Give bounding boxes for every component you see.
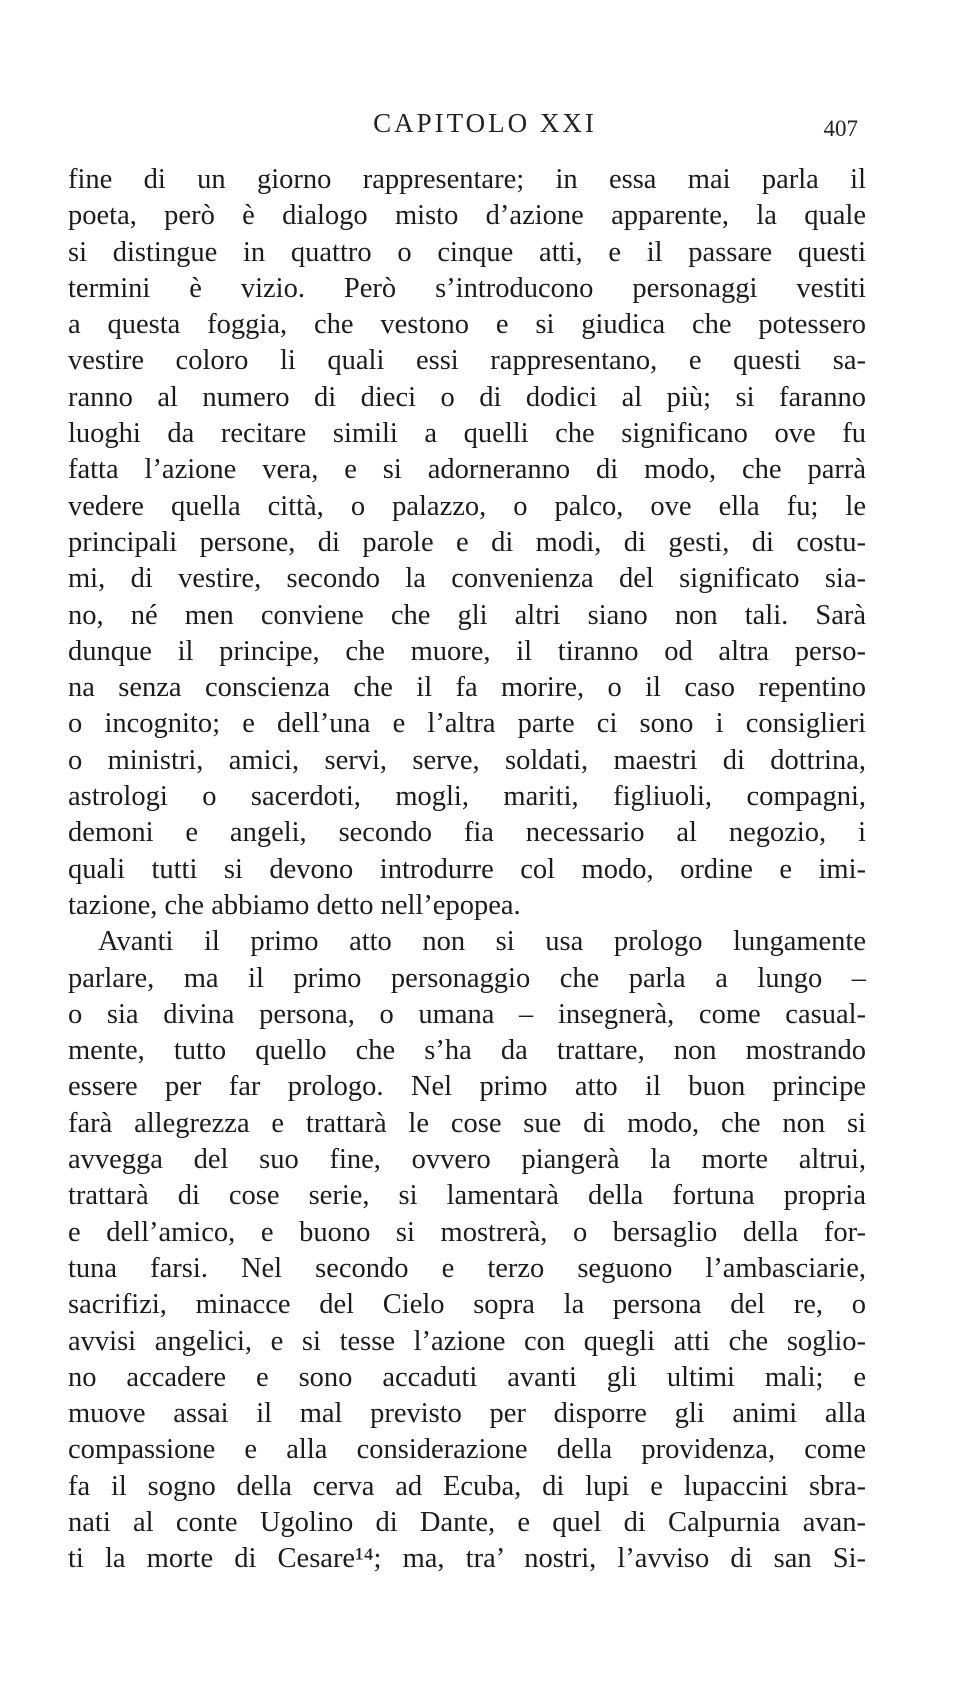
text-line: parlare, ma il primo personaggio che parla a lungo – [68, 962, 866, 994]
text-line: farà allegrezza e trattarà le cose sue di modo, che non si [68, 1107, 866, 1139]
text-line: Avanti il primo atto non si usa prologo lungamente [98, 926, 866, 958]
text-line: o ministri, amici, servi, serve, soldati, maestri di dottrina, [68, 744, 866, 776]
text-line: compassione e alla considerazione della providenza, come [68, 1434, 866, 1466]
text-line: mi, di vestire, secondo la convenienza del significato sia- [68, 563, 866, 595]
text-line: nati al conte Ugolino di Dante, e quel di Calpurnia avan- [68, 1506, 866, 1538]
text-line: trattarà di cose serie, si lamentarà della fortuna propria [68, 1180, 866, 1212]
text-line: ti la morte di Cesare¹⁴; ma, tra’ nostri, l’avviso di san Si- [68, 1543, 866, 1575]
text-line: dunque il principe, che muore, il tiranno od altra perso- [68, 635, 866, 667]
text-line: fine di un giorno rappresentare; in essa mai parla il [68, 164, 866, 195]
chapter-title: CAPITOLO XXI [373, 108, 597, 138]
text-line: essere per far prologo. Nel primo atto il buon principe [68, 1071, 866, 1103]
text-line: sacrifizi, minacce del Cielo sopra la persona del re, o [68, 1289, 866, 1321]
text-line: luoghi da recitare simili a quelli che significano ove fu [68, 418, 866, 450]
body-text [68, 162, 866, 1578]
text-line: astrologi o sacerdoti, mogli, mariti, figliuoli, compagni, [68, 781, 866, 813]
text-line: vedere quella città, o palazzo, o palco, ove ella fu; le [68, 490, 866, 522]
text-line: a questa foggia, che vestono e si giudica che potessero [68, 309, 866, 341]
text-line: fa il sogno della cerva ad Ecuba, di lupi e lupaccini sbra- [68, 1470, 866, 1502]
text-line: fatta l’azione vera, e si adorneranno di modo, che parrà [68, 454, 866, 486]
text-line: demoni e angeli, secondo fia necessario al negozio, i [68, 817, 866, 849]
text-line: principali persone, di parole e di modi, di gesti, di costu- [68, 526, 866, 558]
text-line: no accadere e sono accaduti avanti gli ultimi mali; e [68, 1361, 866, 1393]
text-line: avvisi angelici, e si tesse l’azione con quegli atti che soglio- [68, 1325, 866, 1357]
page-number: 407 [823, 116, 858, 141]
text-line: muove assai il mal previsto per disporre gli animi alla [68, 1398, 866, 1430]
running-head [0, 108, 970, 148]
text-line: quali tutti si devono introdurre col modo, ordine e imi- [68, 853, 866, 885]
text-line: vestire coloro li quali essi rappresentano, e questi sa- [68, 345, 866, 377]
text-line: poeta, però è dialogo misto d’azione apparente, la quale [68, 200, 866, 232]
text-line: tuna farsi. Nel secondo e terzo seguono l’ambasciarie, [68, 1252, 866, 1284]
text-line: si distingue in quattro o cinque atti, e il passare questi [68, 236, 866, 268]
text-line: mente, tutto quello che s’ha da trattare, non mostrando [68, 1035, 866, 1067]
text-line: o sia divina persona, o umana – insegnerà, come casual- [68, 998, 866, 1030]
text-line: ranno al numero di dieci o di dodici al più; si faranno [68, 381, 866, 413]
text-line: no, né men conviene che gli altri siano non tali. Sarà [68, 599, 866, 631]
text-line: avvegga del suo fine, ovvero piangerà la morte altrui, [68, 1144, 866, 1176]
text-line: termini è vizio. Però s’introducono personaggi vestiti [68, 272, 866, 304]
text-line: o incognito; e dell’una e l’altra parte ci sono i consiglieri [68, 708, 866, 740]
text-line: na senza conscienza che il fa morire, o il caso repentino [68, 672, 866, 704]
text-line: e dell’amico, e buono si mostrerà, o bersaglio della for- [68, 1216, 866, 1248]
text-line: tazione, che abbiamo detto nell’epopea. [68, 889, 521, 921]
